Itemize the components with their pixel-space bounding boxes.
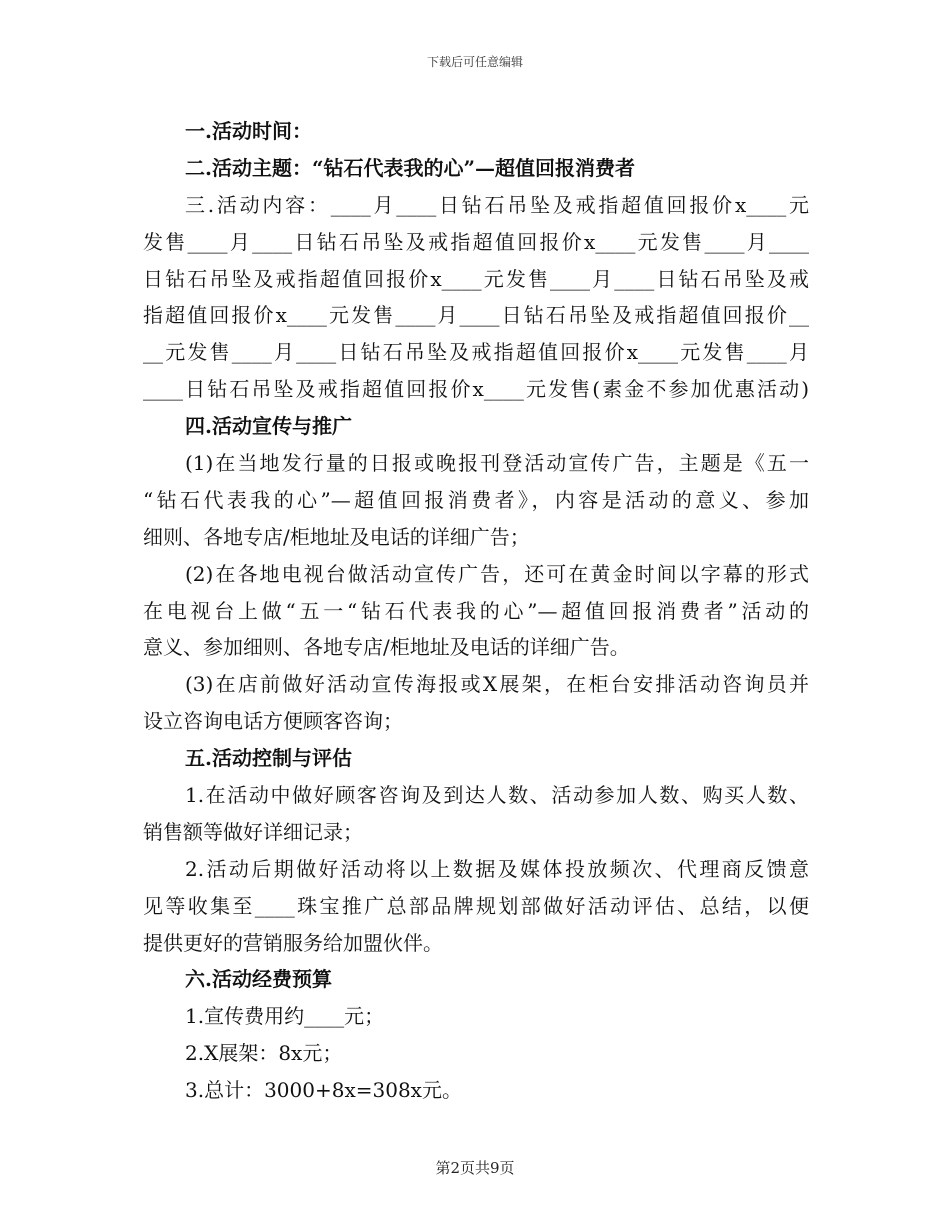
- paragraph-line: 意义、参加细则、各地专店/柜地址及电话的详细广告。: [143, 635, 630, 660]
- paragraph-line: ____日钻石吊坠及戒指超值回报价x____元发售(素金不参加优惠活动): [143, 377, 809, 402]
- paragraph-line: (2)在各地电视台做活动宣传广告，还可在黄金时间以字幕的形式: [185, 561, 809, 586]
- paragraph-line: (3)在店前做好活动宣传海报或X展架，在柜台安排活动咨询员并: [185, 672, 809, 697]
- paragraph-line: 指超值回报价x____元发售____月____日钻石吊坠及戒指超值回报价__: [143, 303, 809, 328]
- section-heading: 一.活动时间：: [185, 119, 312, 143]
- page-footer: 第2页共9页: [435, 1159, 515, 1177]
- section-heading: 六.活动经费预算: [185, 967, 332, 992]
- paragraph-line: 日钻石吊坠及戒指超值回报价x____元发售____月____日钻石吊坠及戒: [143, 266, 809, 291]
- paragraph-line: 3.总计：3000+8x=308x元。: [185, 1078, 462, 1103]
- section-heading: 四.活动宣传与推广: [185, 414, 352, 439]
- document-body: [143, 113, 809, 1109]
- paragraph-line: 设立咨询电话方便顾客咨询；: [143, 709, 403, 734]
- paragraph-line: “钻石代表我的心”—超值回报消费者》，内容是活动的意义、参加: [143, 487, 809, 512]
- paragraph-line: 三.活动内容：____月____日钻石吊坠及戒指超值回报价x____元: [185, 192, 809, 217]
- paragraph-line: 见等收集至____珠宝推广总部品牌规划部做好活动评估、总结，以便: [143, 893, 809, 918]
- paragraph-line: 2.X展架：8x元；: [185, 1041, 343, 1066]
- paragraph-line: 发售____月____日钻石吊坠及戒指超值回报价x____元发售____月____: [143, 229, 809, 254]
- page-header: 下载后可任意编辑: [426, 55, 523, 69]
- paragraph-line: 2.活动后期做好活动将以上数据及媒体投放频次、代理商反馈意: [185, 856, 809, 881]
- section-heading: 五.活动控制与评估: [185, 746, 352, 771]
- section-heading: 二.活动主题：“钻石代表我的心”—超值回报消费者: [185, 155, 635, 180]
- paragraph-line: 销售额等做好详细记录；: [143, 819, 363, 844]
- paragraph-line: (1)在当地发行量的日报或晚报刊登活动宣传广告，主题是《五一: [185, 451, 809, 476]
- paragraph-line: 1.宣传费用约____元；: [185, 1004, 385, 1029]
- paragraph-line: 1.在活动中做好顾客咨询及到达人数、活动参加人数、购买人数、: [185, 783, 809, 808]
- paragraph-line: 在电视台上做“五一“钻石代表我的心”—超值回报消费者”活动的: [143, 598, 809, 623]
- paragraph-line: 提供更好的营销服务给加盟伙伴。: [143, 930, 443, 955]
- paragraph-line: 细则、各地专店/柜地址及电话的详细广告；: [143, 524, 530, 549]
- paragraph-line: __元发售____月____日钻石吊坠及戒指超值回报价x____元发售____月: [143, 340, 809, 365]
